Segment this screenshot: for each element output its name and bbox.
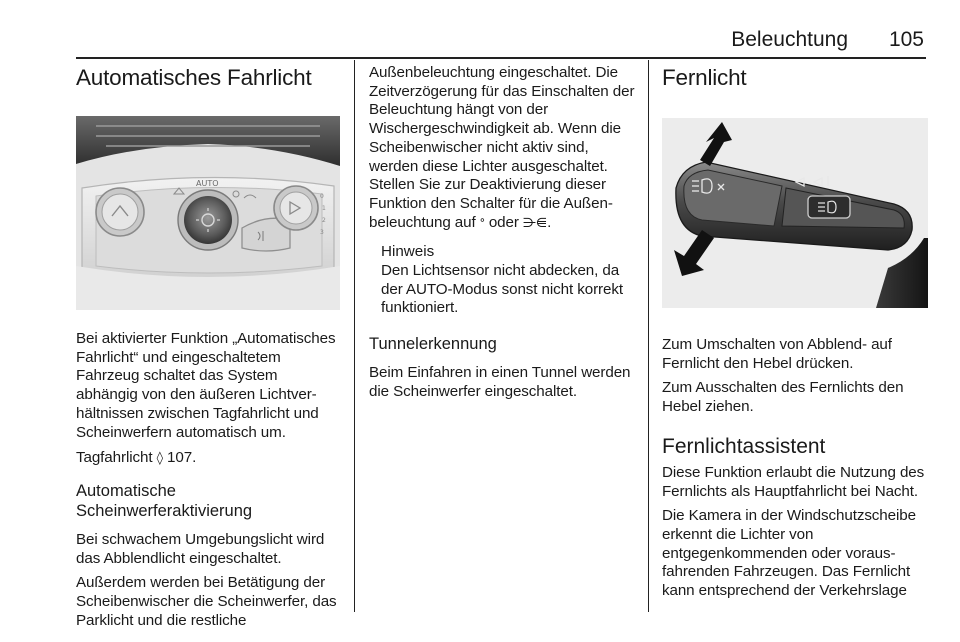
column-divider-right — [648, 60, 649, 612]
assist-description: Diese Funktion erlaubt die Nutzung des Fernlichts als Hauptfahrlicht bei Nacht. — [662, 463, 925, 500]
page-number: 105 — [888, 28, 924, 51]
wiper-paragraph: Außerdem werden bei Betätigung der Scheibenwischer die Scheinwerfer, das Parklicht und die restliche — [76, 574, 337, 629]
off-symbol-icon: ᐤ — [479, 215, 485, 231]
note-title: Hinweis — [381, 243, 435, 261]
reference-text: Tagfahrlicht — [76, 449, 153, 467]
column-3 — [662, 64, 928, 601]
svg-text:1: 1 — [322, 205, 326, 212]
turn-signal-stalk-illustration — [662, 118, 928, 308]
light-switch-figure — [76, 116, 340, 310]
column-1 — [76, 64, 342, 630]
high-beam-off-instruction: Zum Ausschalten des Fernlichts den Hebel ziehen. — [662, 379, 904, 416]
tunnel-paragraph: Beim Einfahren in einen Tunnel werden die Scheinwerfer eingeschaltet. — [369, 364, 631, 400]
section-heading-auto-light: Automatisches Fahrlicht — [76, 65, 312, 90]
subheading-high-beam-assist: Fernlichtassistent — [662, 434, 826, 458]
auto-label: AUTO — [196, 179, 219, 188]
daylight-reference — [76, 449, 342, 469]
high-beam-on-instruction: Zum Umschalten von Abblend- auf Fernlicht den Hebel drücken. — [662, 336, 892, 372]
low-light-paragraph: Bei schwachem Umgebungslicht wird das Abblendlicht eingeschaltet. — [76, 530, 325, 567]
reference-page[interactable]: 107. — [167, 449, 197, 467]
subheading-tunnel: Tunnelerkennung — [369, 335, 497, 354]
parking-light-icon: ⋺⋹ — [522, 215, 548, 231]
light-switch-illustration — [76, 116, 340, 310]
page-header — [0, 28, 960, 58]
svg-text:3: 3 — [320, 229, 324, 236]
subheading-auto-activation: Automatische Scheinwerferaktivierung — [76, 481, 253, 520]
auto-light-description: Bei aktivierter Funktion „Automatisches Fahrlicht“ und eingeschaltetem Fahrzeug schaltet das System abhängig von den äußeren Lichtverhältnissen zwischen Tagfahrlicht und Scheinwerfern automatisch um. — [76, 330, 336, 441]
svg-text:0: 0 — [320, 193, 324, 200]
note-text: Den Lichtsensor nicht abdecken, da der AUTO-Modus sonst nicht korrekt funktioniert. — [381, 262, 623, 317]
exterior-lighting-text: Außenbeleuchtung eingeschaltet. Die Zeitverzögerung für das Einschalten der Beleuchtung hängt von der Wischergeschwindigkeit ab. Wenn die Scheibenwischer nicht aktiv sind, werden diese Lichter ausgeschaltet. Stellen Sie zur Deaktivierung dieser Funktion den Schalter für die Außenbeleuchtung auf — [369, 64, 635, 231]
continued-paragraph — [369, 64, 635, 233]
page-reference-icon: ◊ — [156, 451, 163, 467]
note-box — [381, 243, 635, 318]
section-title: Beleuchtung — [731, 28, 848, 51]
svg-text:2: 2 — [322, 217, 326, 224]
column-divider-left — [354, 60, 355, 612]
section-heading-high-beam: Fernlicht — [662, 65, 747, 90]
sentence-end: . — [547, 213, 552, 231]
camera-description: Die Kamera in der Windschutzscheibe erkennt die Lichter von entgegenkommenden oder vorausfahrenden Fahrzeugen. Das Fernlicht kann entsprechend der Verkehrslage — [662, 507, 916, 600]
header-rule — [76, 57, 926, 59]
stalk-figure — [662, 118, 928, 308]
column-2 — [369, 64, 635, 402]
or-text: oder — [488, 213, 519, 231]
